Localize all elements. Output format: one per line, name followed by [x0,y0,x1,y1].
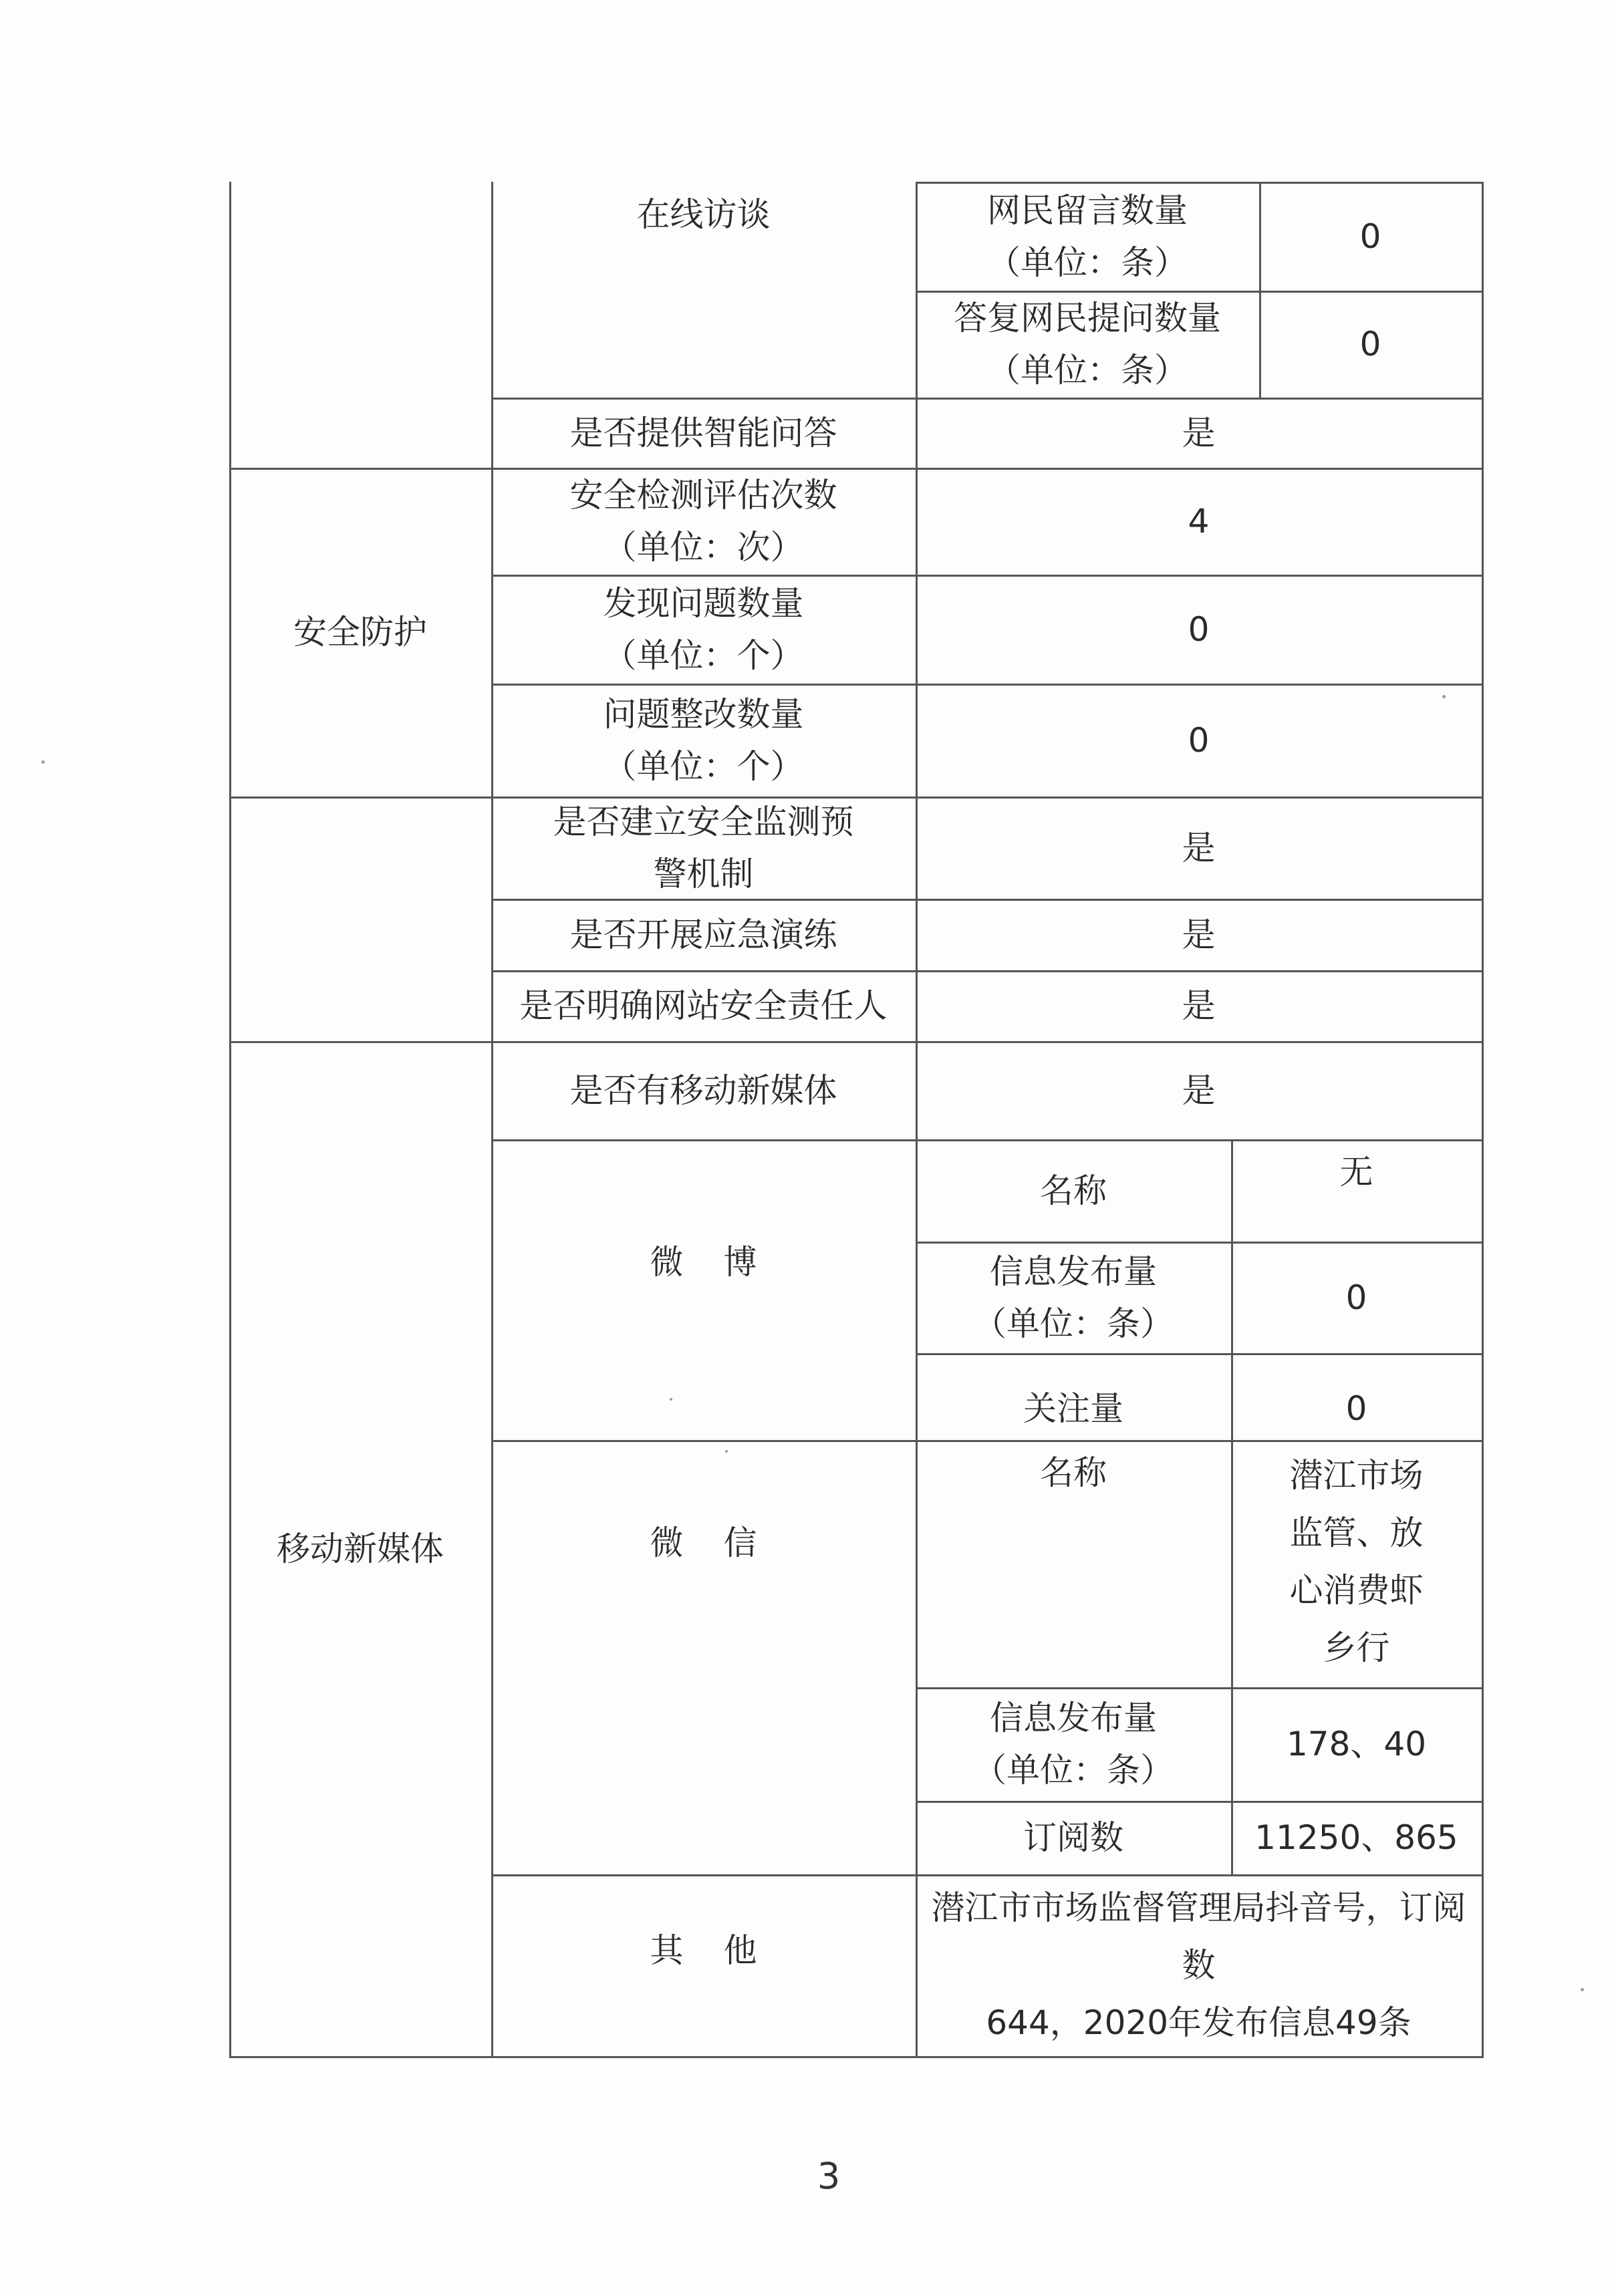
responsible-person-value: 是 [1182,986,1216,1025]
page-number: 3 [817,2155,841,2197]
replies-count-value: 0 [1359,325,1381,364]
warning-mechanism-label [491,797,916,899]
wechat-posts-label [916,1687,1231,1801]
has-new-media-label: 是否有移动新媒体 [569,1070,837,1110]
assessments-unit: （单位：次） [603,528,804,567]
other-value [916,1874,1482,2056]
issues-found-value: 0 [1188,609,1210,649]
issues-fixed-unit: （单位：个） [603,746,804,786]
weibo-posts-value: 0 [1345,1278,1367,1317]
smart-qa-label: 是否提供智能问答 [569,413,837,452]
weibo-label [491,1139,916,1440]
scan-speck [670,1398,672,1401]
grid-line [1482,182,1484,2058]
issues-fixed-label [491,684,916,797]
weibo-followers-value: 0 [1345,1389,1367,1428]
assessments-text: 安全检测评估次数 [569,476,837,515]
issues-fixed-value: 0 [1188,720,1210,760]
issues-fixed-text: 问题整改数量 [603,694,804,734]
wechat-name-value [1231,1440,1482,1687]
other-text: 其他 [650,1931,797,1970]
warning-mechanism-line1: 是否建立安全监测预 [553,802,854,841]
weibo-name-label: 名称 [1040,1171,1107,1210]
wechat-name-line: 乡行 [1323,1628,1390,1667]
weibo-followers-label: 关注量 [1023,1389,1123,1428]
other-label [491,1874,916,2056]
security-section-label: 安全防护 [293,613,427,652]
wechat-posts-value: 178、40 [1286,1725,1427,1763]
replies-count-unit: （单位：条） [987,351,1188,390]
wechat-name-line: 潜江市场 [1289,1456,1424,1495]
wechat-name-line: 监管、放 [1289,1514,1424,1552]
online-interview-label [491,182,916,398]
drill-value: 是 [1182,915,1216,954]
wechat-text: 微信 [650,1524,797,1562]
issues-found-label [491,575,916,684]
scan-speck [1581,1988,1584,1991]
warning-mechanism-line2: 警机制 [653,854,754,893]
weibo-posts-text: 信息发布量 [990,1252,1157,1291]
other-value-line1: 潜江市市场监督管理局抖音号，订阅数 [931,1888,1466,1985]
new-media-section-label: 移动新媒体 [277,1529,444,1568]
has-new-media-value: 是 [1182,1070,1216,1110]
wechat-subscribers-label: 订阅数 [1023,1818,1123,1857]
scan-speck [41,760,45,764]
grid-line [229,2056,1484,2058]
wechat-posts-text: 信息发布量 [990,1699,1157,1737]
wechat-label [491,1440,916,1874]
warning-mechanism-value: 是 [1182,828,1216,867]
scan-speck [725,1450,728,1453]
wechat-name-line: 心消费虾 [1289,1571,1424,1610]
assessments-value: 4 [1188,502,1210,541]
messages-count-text: 网民留言数量 [987,190,1188,230]
drill-label: 是否开展应急演练 [569,915,837,954]
issues-found-unit: （单位：个） [603,635,804,675]
scan-speck [1442,695,1446,698]
issues-found-text: 发现问题数量 [603,583,804,623]
other-value-line2: 644，2020年发布信息49条 [986,2003,1412,2042]
smart-qa-value: 是 [1182,413,1216,452]
online-interview-text: 在线访谈 [636,195,771,234]
weibo-posts-unit: （单位：条） [973,1304,1174,1343]
weibo-name-value: 无 [1339,1153,1373,1191]
messages-count-value: 0 [1359,217,1381,256]
assessments-label [491,468,916,575]
responsible-person-label: 是否明确网站安全责任人 [519,986,888,1025]
weibo-posts-label [916,1242,1231,1353]
weibo-text: 微博 [650,1243,797,1282]
messages-count-unit: （单位：条） [987,243,1188,282]
messages-count-label [916,182,1259,291]
wechat-posts-unit: （单位：条） [973,1751,1174,1789]
wechat-name-label: 名称 [1040,1453,1107,1492]
replies-count-label [916,291,1259,398]
replies-count-text: 答复网民提问数量 [954,299,1221,337]
wechat-subscribers-value: 11250、865 [1254,1818,1458,1857]
